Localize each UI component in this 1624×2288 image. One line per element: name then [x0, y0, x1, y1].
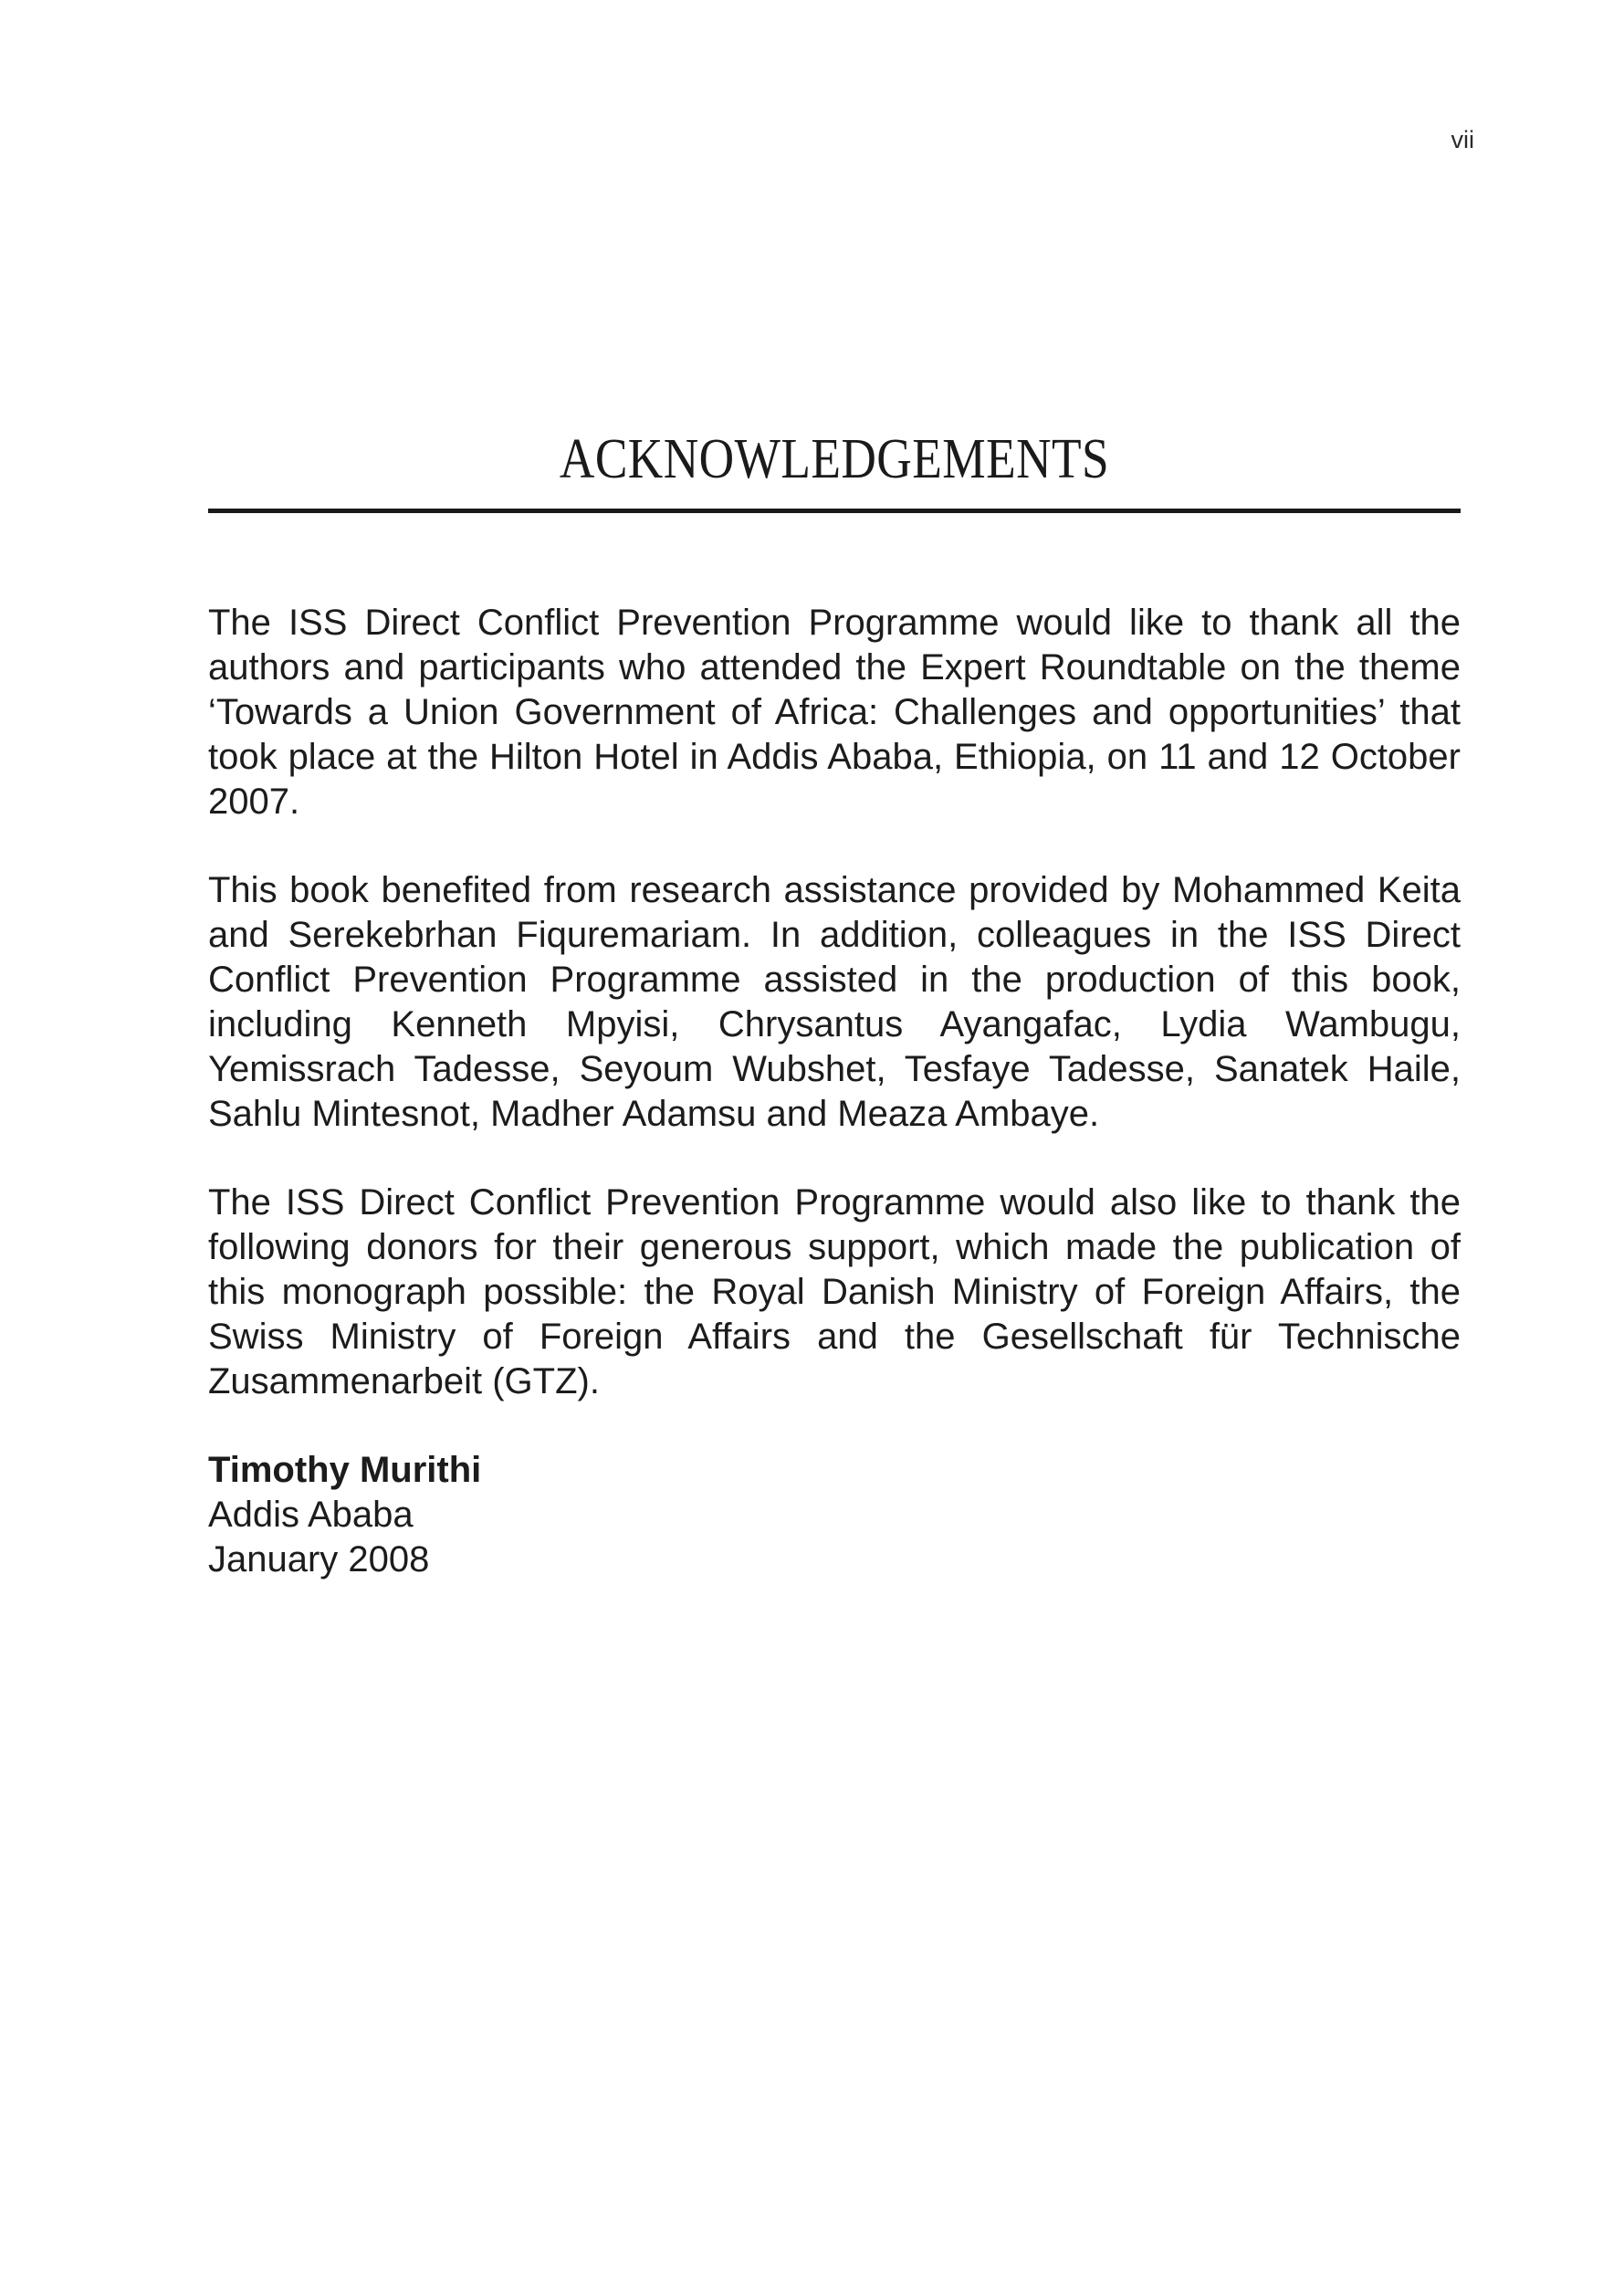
- page-number: vii: [1451, 126, 1474, 153]
- signature-date: January 2008: [208, 1539, 430, 1580]
- paragraph-donors: The ISS Direct Conflict Prevention Programme would also like to thank the following donors for their generous support, which made the publication of this monograph possible: the Royal Danish Ministry of Foreign Affairs, the Swiss Ministry of Foreign Affairs and the Gesellschaft für Technische Zusammenarbeit (GTZ).: [208, 1182, 1461, 1401]
- signature-place: Addis Ababa: [208, 1495, 414, 1535]
- paragraph-research-assistance: This book benefited from research assistance provided by Mohammed Keita and Serekebrhan Fiquremariam. In addition, colleagues in the ISS Direct Conflict Prevention Programme assisted in the production of this book, including Kenneth Mpyisi, Chrysantus Ayangafac, Lydia Wambugu, Yemissrach Tadesse, Seyoum Wubshet, Tesfaye Tadesse, Sanatek Haile, Sahlu Mintesnot, Madher Adamsu and Meaza Ambaye.: [208, 870, 1461, 1134]
- page-title: ACKNOWLEDGEMENTS: [559, 428, 1110, 490]
- paragraph-thanks-roundtable: The ISS Direct Conflict Prevention Programme would like to thank all the authors and participants who attended the Expert Roundtable on the theme ‘Towards a Union Government of Africa: Challenges and opportunities’ that took place at the Hilton Hotel in Addis Ababa, Ethiopia, on 11 and 12 October 2007.: [208, 603, 1461, 822]
- title-underline-rule: [208, 509, 1461, 513]
- acknowledgements-body: [208, 601, 1461, 1582]
- signature-block: [208, 1448, 1461, 1582]
- signature-name: Timothy Murithi: [208, 1450, 482, 1490]
